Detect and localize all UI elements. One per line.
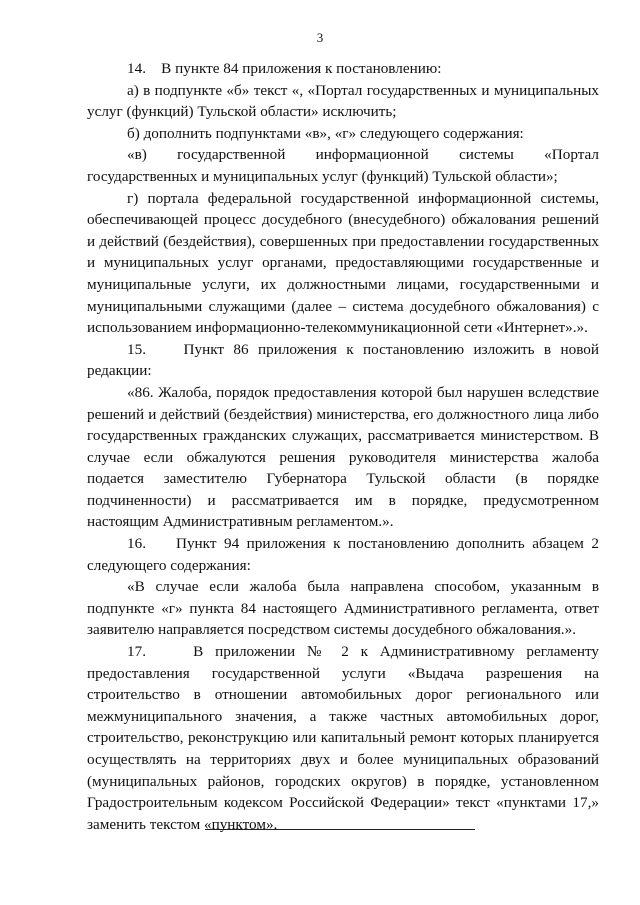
paragraph-subitem-v: «в) государственной информационной системы «Портал государственных и муниципальных услуг (функций) Тульской области»;: [87, 146, 599, 185]
paragraph-item-14: 14. В пункте 84 приложения к постановлению:: [127, 60, 442, 77]
paragraph-subitem-b: б) дополнить подпунктами «в», «г» следующего содержания:: [127, 124, 524, 142]
paragraph-item-86-text: «86. Жалоба, порядок предоставления которой был нарушен вследствие решений и действий (бездействия) министерства, его должностного лица либо государственных гражданских служащих, рассматривается министерством. В случае если обжалуются решения руководителя министерства жалоба подается заместителю Губернатора Тульской области (в порядке подчиненности) и рассматривается им в порядке, предусмотренном настоящим Административным регламентом.».: [87, 383, 599, 531]
page-number: 3: [316, 30, 324, 45]
document-body: [87, 58, 599, 835]
paragraph-subitem-a: а) в подпункте «б» текст «, «Портал государственных и муниципальных услуг (функций) Тульской области» исключить;: [87, 81, 599, 121]
paragraph-complaint-text: «В случае если жалоба была направлена способом, указанным в подпункте «г» пункта 84 настоящего Административного регламента, ответ заявителю направляется посредством системы досудебного обжалования.».: [87, 578, 599, 639]
paragraph-subitem-g: г) портала федеральной государственной информационной системы, обеспечивающей процесс досудебного (внесудебного) обжалования решений и действий (бездействия), совершенных при предоставлении государственных и муниципальных услуг органами, предоставляющими государственные и муниципальные услуги, их должностными лицами, государственными и муниципальными служащими (далее – система досудебного обжалования) с использованием информационно-телекоммуникационной сети «Интернет».».: [87, 189, 599, 337]
paragraph-item-15: 15. Пункт 86 приложения к постановлению изложить в новой редакции:: [87, 340, 599, 380]
paragraph-item-17: 17. В приложении № 2 к Административному регламенту предоставления государственной услуги «Выдача разрешения на строительство в отношении автомобильных дорог регионального или межмуниципального значения, а также частных автомобильных дорог, строительство, реконструкцию или капитальный ремонт которых планируется осуществлять на территориях двух и более муниципальных образований (муниципальных районов, городских округов) в порядке, установленном Градостроительным кодексом Российской Федерации» текст «пунктами 17,» заменить текстом «пунктом».: [87, 643, 599, 833]
paragraph-item-16: 16. Пункт 94 приложения к постановлению дополнить абзацем 2 следующего содержания:: [87, 535, 599, 574]
separator-line: [205, 829, 475, 830]
